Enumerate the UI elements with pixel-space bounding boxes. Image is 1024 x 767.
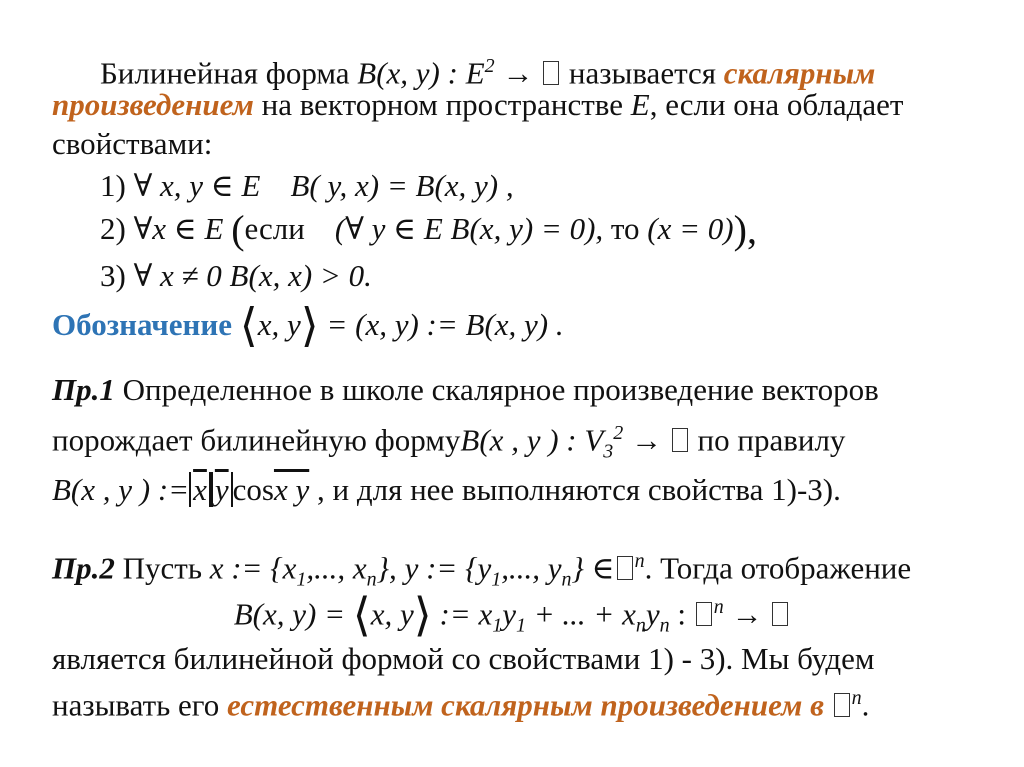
exponent-n: n — [851, 687, 862, 709]
angle-xy: x y — [273, 472, 310, 507]
example-2-mapping: B(x, y) = ⟨x, y⟩ := $x_1y_1$ + ... + $x_ny_n$ : $^n$ → — [0, 588, 1024, 645]
mapping-yn: y — [645, 596, 660, 632]
notation-line: Обозначение ⟨x, y⟩ = (x, y) := B(x, y) . — [52, 300, 564, 351]
term-product: произведением — [52, 87, 254, 122]
property-1-equation: B( y, x) = B(x, y) , — [290, 168, 514, 203]
example-1-definition: B(x , y ) := — [52, 472, 190, 507]
exponent-n: n — [713, 596, 724, 618]
let-text: Пусть — [114, 550, 210, 586]
cos-function: cos — [232, 472, 274, 507]
property-2-if: если — [244, 211, 305, 246]
on-space-text: на векторном пространстве — [253, 87, 631, 122]
property-2-end: ), — [733, 207, 757, 252]
example-1-line-3 — [52, 471, 841, 509]
y-close: } ∈ — [571, 550, 615, 586]
mapping-right: := x — [431, 596, 493, 632]
subscript-n: n — [366, 568, 377, 591]
property-3 — [100, 257, 372, 295]
property-2: 2) ∀x ∈ E (если (∀ y ∈ E B(x, y) = 0), то (x = 0)), — [100, 207, 757, 252]
space-E: E — [630, 87, 650, 122]
property-2-condition: (∀ y ∈ E B(x, y) = 0), — [334, 211, 604, 246]
intro-text: Билинейная форма — [100, 55, 358, 91]
x-close: }, — [376, 550, 397, 586]
property-2-conclusion: (x = 0) — [647, 211, 734, 246]
mapping-angle: x, y — [370, 596, 414, 632]
final-period: . — [861, 687, 870, 723]
example-2-label: Пр.2 — [52, 550, 115, 586]
term-scalar: скалярным — [723, 55, 876, 91]
subscript-n: n — [561, 568, 572, 591]
example-1-form: B(x , y ) : V — [460, 422, 604, 458]
arrow-symbol: → — [623, 422, 670, 458]
mapping-y1: y — [502, 596, 516, 632]
real-numbers-glyph-icon — [672, 428, 688, 452]
example-1-generates-text: порождает билинейную форму — [52, 422, 461, 458]
subscript-1: 1 — [296, 568, 307, 591]
exponent-2: 2 — [484, 55, 495, 77]
property-3-formula: ∀ x ≠ 0 B(x, x) > 0. — [133, 258, 372, 293]
norm-y: $\overline{y}$ — [211, 472, 233, 507]
by-rule-text: по правилу — [689, 422, 846, 458]
definition-line-2 — [52, 86, 903, 124]
x-definition: x := {x — [209, 550, 297, 586]
notation-label: Обозначение — [52, 307, 233, 342]
property-2-then: то — [603, 211, 648, 246]
if-has-text: , если она обладает — [649, 87, 904, 122]
real-numbers-glyph-icon — [834, 693, 850, 717]
real-numbers-glyph-icon — [696, 602, 712, 626]
subscript-1: 1 — [492, 614, 503, 637]
example-1-line-1 — [52, 371, 879, 409]
y-definition: y := {y — [396, 550, 492, 586]
example-1-tail: , и для нее выполняются свойства 1)-3). — [309, 472, 841, 507]
property-1 — [100, 167, 514, 205]
mapping-sum: + ... + x — [526, 596, 636, 632]
property-2-number: 2) — [100, 211, 134, 246]
subscript-1: 1 — [491, 568, 502, 591]
exponent-n: n — [634, 550, 645, 572]
real-numbers-glyph-icon — [617, 556, 633, 580]
subscript-n: n — [635, 614, 646, 637]
mapping-left: B(x, y) = — [233, 596, 353, 632]
example-2-line-3 — [52, 640, 874, 678]
bilinear-form-notation: B(x, y) : E — [357, 55, 485, 91]
subscript-1: 1 — [516, 614, 526, 637]
real-numbers-glyph-icon — [543, 61, 559, 85]
property-1-quantifier: ∀ x, y ∈ E — [133, 168, 261, 203]
example-2-line-4 — [52, 679, 869, 724]
arrow-symbol: → — [723, 596, 771, 632]
subscript-n: n — [659, 614, 670, 637]
notation-formula: = (x, y) := B(x, y) . — [318, 307, 564, 342]
then-text: . Тогда отображение — [644, 550, 912, 586]
example-1-line-2 — [52, 414, 845, 471]
norm-x: $\overline{x}$ — [189, 472, 211, 507]
call-it-text: называть его — [52, 687, 227, 723]
definition-line-3 — [52, 125, 212, 163]
is-bilinear-text: является билинейной формой со свойствами 1) - 3). Мы будем — [52, 641, 875, 676]
term-natural-scalar-product: естественным скалярным произведением в — [227, 687, 832, 723]
mapping-colon: : — [669, 596, 694, 632]
y-dots: ,..., y — [501, 550, 562, 586]
angle-bracket-pair: x, y — [257, 307, 301, 342]
property-2-quantifier: ∀x ∈ E — [133, 211, 232, 246]
arrow-symbol: → — [494, 55, 542, 91]
example-1-text: Определенное в школе скалярное произведение векторов — [114, 372, 879, 407]
example-1-label: Пр.1 — [52, 372, 115, 407]
property-1-number: 1) — [100, 168, 134, 203]
properties-label: свойствами: — [52, 126, 213, 161]
called-text: называется — [561, 55, 724, 91]
real-numbers-glyph-icon — [772, 602, 788, 626]
property-3-number: 3) — [100, 258, 134, 293]
exponent-2: 2 — [613, 422, 624, 444]
x-dots: ,..., x — [306, 550, 367, 586]
subscript-3: 3 — [603, 440, 614, 463]
